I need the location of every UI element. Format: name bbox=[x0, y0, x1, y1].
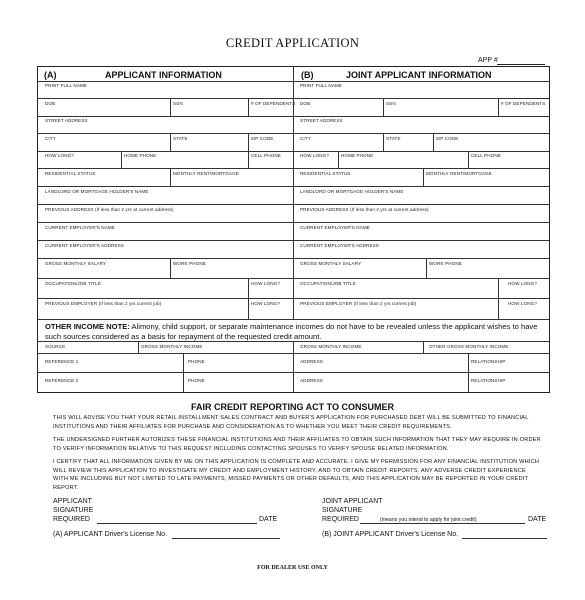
applicant-work-phone-field[interactable]: WORK PHONE bbox=[173, 261, 206, 266]
app-number-field[interactable] bbox=[497, 64, 545, 65]
reference-2-address-field[interactable]: ADDRESS bbox=[300, 378, 323, 383]
cell-divider bbox=[138, 341, 139, 353]
joint-signature-word: SIGNATURE bbox=[322, 507, 363, 514]
cell-divider bbox=[498, 278, 499, 319]
joint-previous-employer-how-long-field[interactable]: HOW LONG? bbox=[508, 301, 537, 306]
joint-home-phone-field[interactable]: HOME PHONE bbox=[341, 153, 374, 158]
joint-required-label: REQUIRED bbox=[322, 516, 359, 523]
other-income-text: Alimony, child support, or separate maintenance incomes do not have to be revealed unless the applicant wishes to have such sources considered as a basis for repayment of the requested credit amount. bbox=[45, 322, 538, 341]
row-divider bbox=[38, 319, 549, 320]
joint-dob-field[interactable]: DOB bbox=[300, 101, 311, 106]
joint-city-field[interactable]: CITY bbox=[300, 136, 311, 141]
fcra-title: FAIR CREDIT REPORTING ACT TO CONSUMER bbox=[190, 402, 394, 412]
row-divider bbox=[38, 278, 549, 279]
cell-divider bbox=[170, 258, 171, 278]
row-divider bbox=[38, 298, 549, 299]
reference-1-relationship-field[interactable]: RELATIONSHIP bbox=[471, 359, 506, 364]
applicant-employer-address-field[interactable]: CURRENT EMPLOYER'S ADDRESS bbox=[45, 243, 124, 248]
joint-zip-field[interactable]: ZIP CODE bbox=[436, 136, 459, 141]
row-divider bbox=[38, 151, 549, 152]
joint-employer-address-field[interactable]: CURRENT EMPLOYER'S ADDRESS bbox=[300, 243, 379, 248]
cell-divider bbox=[423, 168, 424, 186]
applicant-how-long-field[interactable]: HOW LONG? bbox=[45, 153, 74, 158]
applicant-employer-name-field[interactable]: CURRENT EMPLOYER'S NAME bbox=[45, 225, 115, 230]
dealer-footer: FOR DEALER USE ONLY bbox=[257, 565, 328, 571]
cell-divider bbox=[248, 133, 249, 151]
reference-2-phone-field[interactable]: PHONE bbox=[188, 378, 205, 383]
joint-cell-phone-field[interactable]: CELL PHONE bbox=[471, 153, 501, 158]
reference-1-field[interactable]: REFERENCE 1 bbox=[45, 359, 79, 364]
applicant-signature-word: SIGNATURE bbox=[53, 507, 94, 514]
income-source-field[interactable]: SOURCE bbox=[45, 344, 66, 349]
joint-residential-status-field[interactable]: RESIDENTIAL STATUS bbox=[300, 171, 351, 176]
applicant-cell-phone-field[interactable]: CELL PHONE bbox=[251, 153, 281, 158]
cell-divider bbox=[170, 168, 171, 186]
applicant-city-field[interactable]: CITY bbox=[45, 136, 56, 141]
applicant-date-label: DATE bbox=[259, 516, 278, 523]
joint-how-long-field[interactable]: HOW LONG? bbox=[300, 153, 329, 158]
row-divider bbox=[38, 186, 549, 187]
fcra-paragraph-1: THIS WILL ADVISE YOU THAT YOUR RETAIL INSTALLMENT SALES CONTRACT AND BUYER'S APPLICATION FOR PURCHASED DEBT WILL BE SUBMITTED TO FINANCIAL INSTITUTIONS AND THEIR AFFILIATES FOR PURCHASE AND CONSIDERATION AS TO WHETHER YOU MEET THEIR CREDIT REQUIREMENTS. bbox=[53, 415, 529, 430]
cell-divider bbox=[170, 98, 171, 116]
applicant-previous-employer-how-long-field[interactable]: HOW LONG? bbox=[251, 301, 280, 306]
applicant-home-phone-field[interactable]: HOME PHONE bbox=[124, 153, 157, 158]
joint-credit-note: (means you intend to apply for joint credit) bbox=[380, 517, 477, 523]
joint-letter: (B) bbox=[301, 70, 314, 80]
applicant-letter: (A) bbox=[44, 70, 57, 80]
applicant-signature-label: APPLICANT bbox=[53, 498, 92, 505]
applicant-ssn-field[interactable]: SSN bbox=[173, 101, 183, 106]
joint-other-income-field[interactable]: OTHER GROSS MONTHLY INCOME bbox=[429, 344, 509, 349]
row-divider bbox=[38, 98, 549, 99]
applicant-gross-salary-field[interactable]: GROSS MONTHLY SALARY bbox=[45, 261, 107, 266]
joint-state-field[interactable]: STATE bbox=[386, 136, 401, 141]
joint-landlord-field[interactable]: LANDLORD OR MORTGAGE HOLDER'S NAME bbox=[300, 189, 404, 194]
reference-1-phone-field[interactable]: PHONE bbox=[188, 359, 205, 364]
page-title: CREDIT APPLICATION bbox=[225, 36, 360, 50]
applicant-state-field[interactable]: STATE bbox=[173, 136, 188, 141]
cell-divider bbox=[383, 98, 384, 116]
cell-divider bbox=[433, 133, 434, 151]
joint-ssn-field[interactable]: SSN bbox=[386, 101, 396, 106]
cell-divider bbox=[248, 151, 249, 168]
applicant-street-address-field[interactable]: STREET ADDRESS bbox=[45, 118, 88, 123]
joint-gross-salary-field[interactable]: GROSS MONTHLY SALARY bbox=[300, 261, 362, 266]
applicant-residential-status-field[interactable]: RESIDENTIAL STATUS bbox=[45, 171, 96, 176]
joint-street-address-field[interactable]: STREET ADDRESS bbox=[300, 118, 343, 123]
cell-divider bbox=[338, 151, 339, 168]
joint-previous-address-field[interactable]: PREVIOUS ADDRESS (If less than 2 yrs at current address) bbox=[300, 207, 429, 212]
applicant-license-label: (A) APPLICANT Driver's License No. bbox=[53, 531, 168, 538]
cell-divider bbox=[170, 133, 171, 151]
row-divider bbox=[38, 240, 549, 241]
joint-dependents-field[interactable]: # OF DEPENDENTS bbox=[501, 101, 546, 106]
joint-monthly-rent-field[interactable]: MONTHLY RENT/MORTGAGE bbox=[426, 171, 492, 176]
joint-license-line[interactable] bbox=[462, 538, 547, 539]
applicant-dob-field[interactable]: DOB bbox=[45, 101, 56, 106]
cell-divider bbox=[293, 341, 294, 392]
applicant-dependents-field[interactable]: # OF DEPENDENTS bbox=[251, 101, 296, 106]
other-income-label: OTHER INCOME NOTE: bbox=[45, 322, 130, 331]
cell-divider bbox=[426, 258, 427, 278]
joint-signature-label: JOINT APPLICANT bbox=[322, 498, 383, 505]
joint-license-label: (B) JOINT APPLICANT Driver's License No. bbox=[322, 531, 459, 538]
row-divider bbox=[38, 81, 549, 82]
applicant-monthly-rent-field[interactable]: MONTHLY RENT/MORTGAGE bbox=[173, 171, 239, 176]
applicant-required-label: REQUIRED bbox=[53, 516, 90, 523]
applicant-full-name-field[interactable]: PRINT FULL NAME bbox=[45, 83, 88, 88]
reference-1-address-field[interactable]: ADDRESS bbox=[300, 359, 323, 364]
joint-full-name-field[interactable]: PRINT FULL NAME bbox=[300, 83, 343, 88]
applicant-signature-line[interactable] bbox=[97, 523, 257, 524]
applicant-landlord-field[interactable]: LANDLORD OR MORTGAGE HOLDER'S NAME bbox=[45, 189, 149, 194]
applicant-section-title: APPLICANT INFORMATION bbox=[105, 70, 222, 80]
cell-divider bbox=[468, 353, 469, 392]
row-divider bbox=[38, 258, 549, 259]
cell-divider bbox=[248, 278, 249, 319]
applicant-previous-address-field[interactable]: PREVIOUS ADDRESS (If less than 2 yrs at current address) bbox=[45, 207, 174, 212]
applicant-previous-employer-field[interactable]: PREVIOUS EMPLOYER (If less than 2 yrs current job) bbox=[45, 301, 162, 306]
joint-work-phone-field[interactable]: WORK PHONE bbox=[429, 261, 462, 266]
fcra-paragraph-2: THE UNDERSIGNED FURTHER AUTORIZES THESE FINANCIAL INSTITUTIONS AND THEIR AFFILIATES TO OBTAIN SUCH INFORMATION THAT THEY MAY REQUIRE IN ORDER TO VERIFY INFORMATION RELATIVE TO THIS REQUEST INCLUDING CONTACTING SPOUSES TO VERIFY SPOUSE RELATED INFORMATION. bbox=[53, 437, 541, 452]
reference-2-field[interactable]: REFERENCE 2 bbox=[45, 378, 79, 383]
row-divider bbox=[38, 204, 549, 205]
joint-occupation-field[interactable]: OCCUPATION/JOB TITLE bbox=[300, 281, 356, 286]
joint-signature-line[interactable] bbox=[360, 523, 525, 524]
application-form bbox=[37, 66, 550, 393]
joint-date-label: DATE bbox=[528, 516, 547, 523]
row-divider bbox=[38, 116, 549, 117]
applicant-occupation-how-long-field[interactable]: HOW LONG? bbox=[251, 281, 280, 286]
joint-income-gross-monthly-field[interactable]: GROSS MONTHLY INCOME bbox=[300, 344, 362, 349]
applicant-zip-field[interactable]: ZIP CODE bbox=[251, 136, 274, 141]
row-divider bbox=[38, 222, 549, 223]
cell-divider bbox=[121, 151, 122, 168]
cell-divider bbox=[248, 98, 249, 116]
joint-employer-name-field[interactable]: CURRENT EMPLOYER'S NAME bbox=[300, 225, 370, 230]
applicant-license-line[interactable] bbox=[172, 538, 280, 539]
applicant-occupation-field[interactable]: OCCUPATION/JOB TITLE bbox=[45, 281, 101, 286]
cell-divider bbox=[383, 133, 384, 151]
income-gross-monthly-field[interactable]: GROSS MONTHLY INCOME bbox=[141, 344, 203, 349]
cell-divider bbox=[498, 98, 499, 116]
app-number-label: APP # bbox=[478, 57, 498, 64]
row-divider bbox=[38, 168, 549, 169]
other-income-note bbox=[45, 322, 545, 342]
joint-occupation-how-long-field[interactable]: HOW LONG? bbox=[508, 281, 537, 286]
reference-2-relationship-field[interactable]: RELATIONSHIP bbox=[471, 378, 506, 383]
joint-previous-employer-field[interactable]: PREVIOUS EMPLOYER (If less than 2 yrs current job) bbox=[300, 301, 417, 306]
row-divider bbox=[38, 133, 549, 134]
joint-section-title: JOINT APPLICANT INFORMATION bbox=[346, 70, 492, 80]
cell-divider bbox=[468, 151, 469, 168]
fcra-paragraph-3: I CERTIFY THAT ALL INFORMATION GIVEN BY ME ON THIS APPLICATION IS COMPLETE AND ACCURATE. I GIVE MY PERMISSION FOR ANY FINANCIAL INSTITUTION WHICH WILL REVIEW THIS APPLICATION TO INVESTIGATE MY CREDIT AND EMPLOYMENT HISTORY, AND TO OBTAIN CREDIT REPORTS. ANY ADVERSE CREDIT EXPERIENCE WITH ME INCLUDING BUT NOT LIMITED TO LATE PAYMENTS, MISSED PAYMENTS OR OTHER DEFAULTS, AND THIS APPLICATION MAY BE REPORTED IN YOUR CREDIT REPORT. bbox=[53, 459, 540, 491]
cell-divider bbox=[423, 341, 424, 353]
cell-divider bbox=[183, 353, 184, 392]
